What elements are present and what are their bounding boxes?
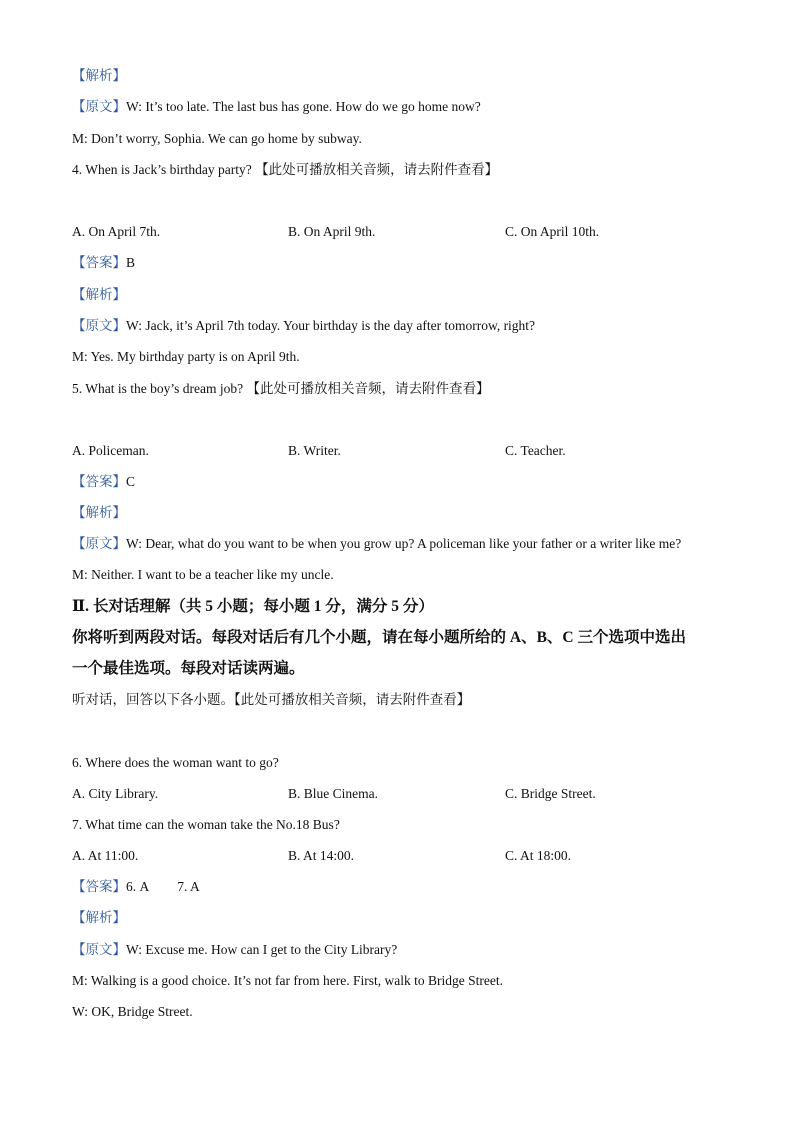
transcript-line: M: Walking is a good choice. It’s not far from here. First, walk to Bridge Street. [72,973,503,988]
question-5: 5. What is the boy’s dream job? 【此处可播放相关音频，请去附件查看】 [72,381,490,396]
answer-tag: 【答案】 [72,474,126,489]
option-a: A. City Library. [72,786,159,801]
transcript-tag: 【原文】 [72,318,126,333]
transcript-line: M: Don’t worry, Sophia. We can go home by subway. [72,131,362,146]
transcript-tag: 【原文】 [72,942,126,957]
transcript-line [72,941,397,959]
answer-tag: 【答案】 [72,255,126,270]
answer-value: C [126,474,136,489]
transcript-text: W: Dear, what do you want to be when you grow up? A policeman like your father or a writer like me? [126,536,682,551]
transcript-text: W: It’s too late. The last bus has gone. How do we go home now? [126,99,481,114]
answer-line [72,254,135,272]
transcript-line [72,98,481,116]
question-4: 4. When is Jack’s birthday party? 【此处可播放相关音频，请去附件查看】 [72,162,499,177]
answer-tag: 【答案】 [72,879,126,894]
transcript-line [72,317,535,335]
question-6: 6. Where does the woman want to go? [72,755,279,770]
option-a: A. At 11:00. [72,848,139,863]
question-7: 7. What time can the woman take the No.18 Bus? [72,817,340,832]
option-c: C. On April 10th. [505,224,600,239]
transcript-tag: 【原文】 [72,99,126,114]
answer-value: B [126,255,136,270]
option-c: C. Teacher. [505,443,566,458]
option-b: B. Writer. [288,443,341,458]
transcript-text: W: Jack, it’s April 7th today. Your birthday is the day after tomorrow, right? [126,318,536,333]
option-b: B. Blue Cinema. [288,786,378,801]
section-heading: Ⅱ. 长对话理解（共 5 小题；每小题 1 分，满分 5 分） [72,598,434,615]
option-c: C. At 18:00. [505,848,572,863]
option-b: B. At 14:00. [288,848,355,863]
answer-line [72,878,200,896]
option-a: A. On April 7th. [72,224,161,239]
option-c: C. Bridge Street. [505,786,596,801]
transcript-line [72,535,681,553]
analysis-tag: 【解析】 [72,68,126,83]
transcript-tag: 【原文】 [72,536,126,551]
listening-prompt: 听对话，回答以下各小题。【此处可播放相关音频，请去附件查看】 [72,692,471,707]
transcript-line: M: Yes. My birthday party is on April 9th. [72,349,300,364]
analysis-tag: 【解析】 [72,287,126,302]
answer-value: 7. A [177,879,200,894]
section-instruction: 一个最佳选项。每段对话读两遍。 [72,660,305,677]
answer-line [72,473,135,491]
answer-value: 6. A [126,879,150,894]
analysis-tag: 【解析】 [72,910,126,925]
section-instruction: 你将听到两段对话。每段对话后有几个小题，请在每小题所给的 A、B、C 三个选项中选出 [72,629,686,646]
transcript-text: W: Excuse me. How can I get to the City Library? [126,942,398,957]
option-a: A. Policeman. [72,443,149,458]
transcript-line: M: Neither. I want to be a teacher like my uncle. [72,567,334,582]
option-b: B. On April 9th. [288,224,376,239]
analysis-tag: 【解析】 [72,505,126,520]
transcript-line: W: OK, Bridge Street. [72,1004,193,1019]
